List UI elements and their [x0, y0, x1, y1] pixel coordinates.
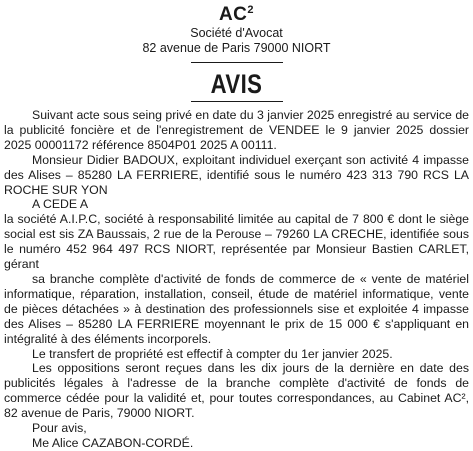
- firm-address: 82 avenue de Paris 79000 NIORT: [142, 41, 331, 55]
- notice-title: AVIS: [210, 69, 263, 99]
- paragraph-closing: Pour avis,: [32, 421, 87, 436]
- firm-name-text: AC: [218, 4, 248, 25]
- paragraph-signature: Me Alice CAZABON-CORDÉ.: [32, 435, 194, 450]
- notice-body: [4, 108, 469, 451]
- divider-bottom: [191, 101, 283, 102]
- firm-name-superscript: 2: [247, 4, 255, 16]
- paragraph-transfer-statement: A CEDE A: [32, 197, 89, 212]
- paragraph-buyer: la société A.I.P.C, société à responsabilité limitée au capital de 7 800 € dont le siège social est sis ZA Baussais, 2 rue de la Perouse – 79260 LA CRECHE, identifiée sous le numéro 452 964 497 RCS NIORT, représentée par Monsieur Bastien CARLET, gérant: [4, 212, 469, 272]
- paragraph-oppositions: Les oppositions seront reçues dans les dix jours de la dernière en date des publicités légales à l'adresse de la branche complète d'activité de fonds de commerce cédée pour la validité et, pour toutes correspondances, au Cabinet AC², 82 avenue de Paris, 79000 NIORT.: [4, 361, 469, 421]
- header: [4, 4, 469, 56]
- firm-type: Société d'Avocat: [190, 26, 283, 40]
- firm-name: [4, 4, 469, 26]
- paragraph-effective-date: Le transfert de propriété est effectif à compter du 1er janvier 2025.: [32, 346, 393, 361]
- paragraph-deed: Suivant acte sous seing privé en date du 3 janvier 2025 enregistré au service de la publicité foncière et de l'enregistrement de VENDEE le 9 janvier 2025 dossier 2025 00001172 référence 8504P01 2025 A 00111.: [4, 108, 469, 152]
- divider-top: [191, 62, 283, 63]
- paragraph-seller: Monsieur Didier BADOUX, exploitant individuel exerçant son activité 4 impasse des Alises – 85280 LA FERRIERE, identifié sous le numéro 423 313 790 RCS LA ROCHE SUR YON: [4, 152, 469, 197]
- paragraph-business: sa branche complète d'activité de fonds de commerce de « vente de matériel informatique, réparation, installation, conseil, étude de matériel informatique, vente de pièces détachées » à destination des professionnels sise et exploitée 4 impasse des Alises – 85280 LA FERRIERE moyennant le prix de 15 000 € s'appliquant en intégralité à des éléments incorporels.: [4, 271, 469, 346]
